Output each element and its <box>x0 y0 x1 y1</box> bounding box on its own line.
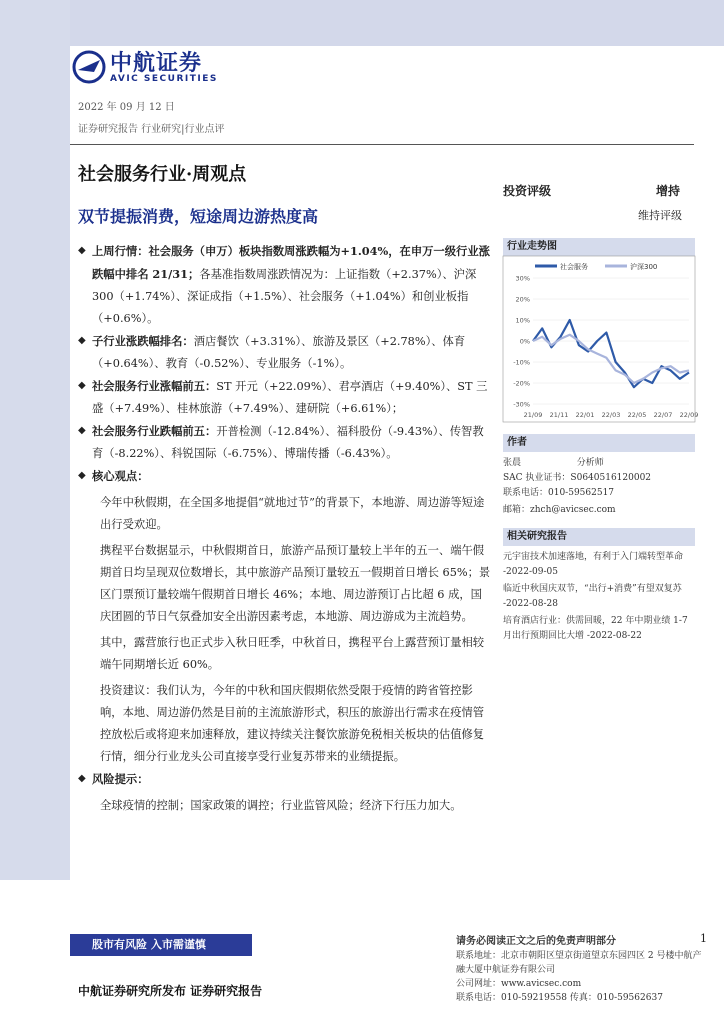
risk-warning-band: 股市有风险 入市需谨慎 <box>70 934 252 956</box>
y-tick-label: -10% <box>513 358 530 367</box>
related-report-item[interactable]: 培育酒店行业：供需回暖，22 年中期业绩 1-7 月出行预期回比大增 -2022-08-22 <box>503 616 688 641</box>
bullet-core-view: ◆ 核心观点： <box>78 465 492 488</box>
header-divider <box>70 144 694 145</box>
author-phone: 联系电话：010-59562517 <box>503 488 615 498</box>
chart-section-title: 行业走势图 <box>503 238 695 256</box>
bullet-subsector-ranking: ◆ 子行业涨跌幅排名：酒店餐饮（+3.31%）、旅游及景区（+2.78%）、体育（+0.64%）、教育（-0.52%）、专业服务（-1%）。 <box>78 330 492 375</box>
footer-website[interactable]: 公司网址：www.avicsec.com <box>456 979 582 989</box>
legend-label: 社会服务 <box>560 263 588 271</box>
footer-address: 联系地址：北京市朝阳区望京街道望京东园四区 2 号楼中航产融大厦中航证券有限公司 <box>456 951 702 975</box>
author-title: 分析师 <box>576 458 604 468</box>
y-tick-label: 10% <box>515 316 530 325</box>
author-email[interactable]: 邮箱：zhch@avicsec.com <box>503 505 616 515</box>
main-body <box>78 240 492 817</box>
y-tick-label: 20% <box>515 295 530 304</box>
x-tick-label: 22/03 <box>601 411 621 419</box>
paragraph: 携程平台数据显示，中秋假期首日，旅游产品预订量较上半年的五一、端午假期首日均呈现双位数增长，其中旅游产品预订量较五一假期首日增长 65%；景区门票预订量较端午假期首日增长 46%；本地、周边游预订占比超 6 成，国庆团圆的节日气氛叠加安全出游因素考虑，本地游、周边游成为主流趋势。 <box>100 544 491 623</box>
left-decoration-bar <box>0 0 70 880</box>
x-tick-label: 21/09 <box>523 411 543 419</box>
sac-number: S0640516120002 <box>570 473 652 483</box>
y-tick-label: -30% <box>513 400 530 409</box>
bullet-weekly-market: ◆ 上周行情：社会服务（申万）板块指数周涨跌幅为+1.04%，在申万一级行业涨跌幅中排名 21/31；各基准指数周涨跌情况为：上证指数（+2.37%）、沪深 300（+1.74%）、深证成指（+1.5%）、社会服务（+1.04%）和创业板指（+0.6%）。 <box>78 240 492 330</box>
related-report-item[interactable]: 临近中秋国庆双节，“出行+消费”有望双复苏 -2022-08-28 <box>503 584 682 609</box>
paragraph: 投资建议：我们认为，今年的中秋和国庆假期依然受限于疫情的跨省管控影响，本地、周边游仍然是目前的主流旅游形式，积压的旅游出行需求在疫情管控放松后或将迎来加速释放，建议持续关注餐饮旅游免税相关板块的估值修复行情，细分行业龙头公司直接享受行业复苏带来的业绩提振。 <box>100 684 485 763</box>
paragraph: 全球疫情的控制；国家政策的调控；行业监管风险；经济下行压力加大。 <box>100 799 462 812</box>
related-report-item[interactable]: 元宇宙技术加速落地，有利于入门端转型革命 -2022-09-05 <box>503 552 684 577</box>
publisher-line: 中航证券研究所发布 证券研究报告 <box>78 984 263 998</box>
x-tick-label: 22/01 <box>575 411 595 419</box>
author-section <box>503 434 695 518</box>
footer-contact <box>456 935 706 1005</box>
related-section <box>503 528 695 644</box>
y-tick-label: 30% <box>515 274 530 283</box>
page-number: 1 <box>700 932 707 945</box>
chart-section <box>503 238 695 256</box>
top-decoration-band <box>70 0 724 46</box>
sac-line: SAC 执业证书：S0640516120002 <box>503 473 652 483</box>
company-logo <box>72 46 242 90</box>
x-tick-label: 22/09 <box>679 411 699 419</box>
x-tick-label: 22/07 <box>653 411 673 419</box>
author-line <box>503 456 695 471</box>
disclaimer-note: 请务必阅读正文之后的免责声明部分 <box>456 936 616 947</box>
logo-cn-text: 中航证券 <box>110 51 203 76</box>
author-name: 张晨 <box>503 458 522 468</box>
bullet-top-losers: ◆ 社会服务行业跌幅前五：开普检测（-12.84%）、福科股份（-9.43%）、传智教育（-8.22%）、科锐国际（-6.75%）、博瑞传播（-6.43%）。 <box>78 420 492 465</box>
report-type: 证券研究报告 行业研究|行业点评 <box>78 124 225 135</box>
page-title: 社会服务行业·周观点 <box>78 164 247 185</box>
x-tick-label: 21/11 <box>549 411 569 419</box>
paragraph: 其中，露营旅行也正式步入秋日旺季，中秋首日，携程平台上露营预订量相较端午同期增长近 60%。 <box>100 636 485 671</box>
y-tick-label: -20% <box>513 379 530 388</box>
rating-note: 维持评级 <box>638 209 682 222</box>
avic-logo-icon <box>72 50 106 84</box>
x-tick-label: 22/05 <box>627 411 647 419</box>
logo-en-text: AVIC SECURITIES <box>110 74 218 84</box>
y-tick-label: 0% <box>519 337 530 346</box>
paragraph: 今年中秋假期，在全国多地提倡“就地过节”的背景下，本地游、周边游等短途出行受欢迎。 <box>100 496 485 531</box>
footer-phone: 联系电话：010-59219558 传真：010-59562637 <box>456 993 663 1003</box>
bullet-risk: ◆ 风险提示： <box>78 768 492 791</box>
related-section-title: 相关研究报告 <box>503 528 695 546</box>
page-subtitle: 双节提振消费，短途周边游热度高 <box>78 207 319 226</box>
rating-label: 投资评级 <box>503 184 552 198</box>
report-date: 2022 年 09 月 12 日 <box>78 102 175 113</box>
industry-trend-chart <box>503 256 699 422</box>
author-section-title: 作者 <box>503 434 695 452</box>
legend-label: 沪深300 <box>630 263 658 271</box>
bullet-top-gainers: ◆ 社会服务行业涨幅前五：ST 开元（+22.09%）、君亭酒店（+9.40%）、ST 三盛（+7.49%）、桂林旅游（+7.49%）、建研院（+6.61%）； <box>78 375 492 420</box>
rating-value: 增持 <box>656 184 681 198</box>
